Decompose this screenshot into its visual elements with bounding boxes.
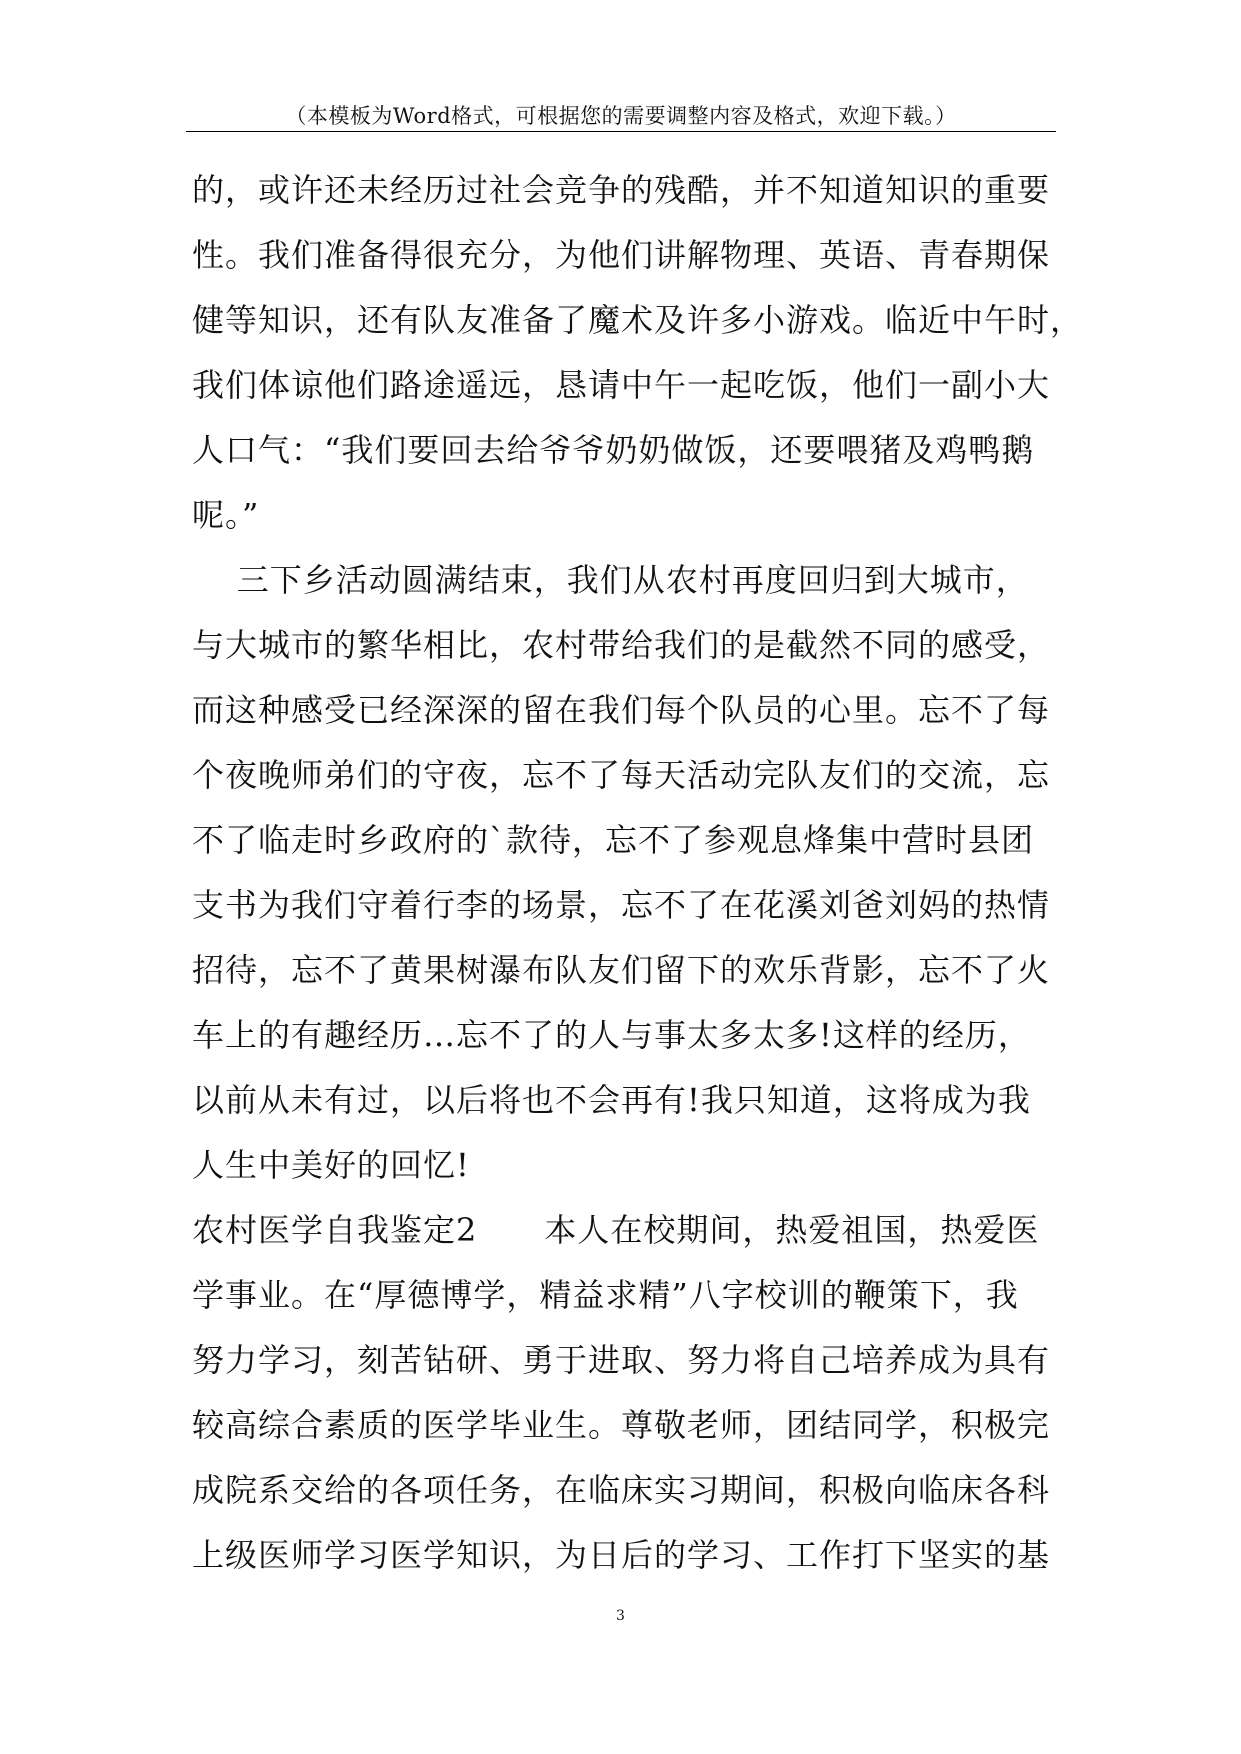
text-line: 健等知识，还有队友准备了魔术及许多小游戏。临近中午时， (192, 301, 1084, 339)
text-line: 支书为我们守着行李的场景，忘不了在花溪刘爸刘妈的热情 (192, 886, 1051, 924)
text-line: 三下乡活动圆满结束，我们从农村再度回归到大城市， (192, 561, 1029, 599)
text-line: 招待，忘不了黄果树瀑布队友们留下的欢乐背影，忘不了火 (192, 951, 1051, 989)
text-line: 成院系交给的各项任务，在临床实习期间，积极向临床各科 (192, 1471, 1051, 1509)
text-line: 性。我们准备得很充分，为他们讲解物理、英语、青春期保 (192, 236, 1051, 274)
text-line: 上级医师学习医学知识，为日后的学习、工作打下坚实的基 (192, 1536, 1051, 1574)
text-line: 车上的有趣经历…忘不了的人与事太多太多!这样的经历， (192, 1016, 1031, 1054)
body-text (192, 158, 1084, 1588)
text-line: 农村医学自我鉴定2 本人在校期间，热爱祖国，热爱医 (192, 1211, 1040, 1249)
page-number: 3 (616, 1608, 625, 1624)
text-line: 人生中美好的回忆! (192, 1146, 470, 1184)
text-line: 的，或许还未经历过社会竞争的残酷，并不知道知识的重要 (192, 171, 1051, 209)
text-line: 不了临走时乡政府的`款待，忘不了参观息烽集中营时县团 (192, 821, 1035, 859)
text-line: 我们体谅他们路途遥远，恳请中午一起吃饭，他们一副小大 (192, 366, 1051, 404)
text-line: 而这种感受已经深深的留在我们每个队员的心里。忘不了每 (192, 691, 1051, 729)
text-line: 学事业。在“厚德博学，精益求精”八字校训的鞭策下，我 (192, 1276, 1019, 1314)
text-line: 个夜晚师弟们的守夜，忘不了每天活动完队友们的交流，忘 (192, 756, 1051, 794)
header-divider (186, 131, 1056, 132)
text-line: 以前从未有过，以后将也不会再有!我只知道，这将成为我 (192, 1081, 1031, 1119)
text-line: 努力学习，刻苦钻研、勇于进取、努力将自己培养成为具有 (192, 1341, 1051, 1379)
text-line: 与大城市的繁华相比，农村带给我们的是截然不同的感受， (192, 626, 1051, 664)
text-line: 呢。” (192, 496, 260, 534)
text-line: 人口气：“我们要回去给爷爷奶奶做饭，还要喂猪及鸡鸭鹅 (192, 431, 1035, 469)
header-note: （本模板为Word格式，可根据您的需要调整内容及格式，欢迎下载。） (285, 104, 957, 128)
text-line: 较高综合素质的医学毕业生。尊敬老师，团结同学，积极完 (192, 1406, 1051, 1444)
